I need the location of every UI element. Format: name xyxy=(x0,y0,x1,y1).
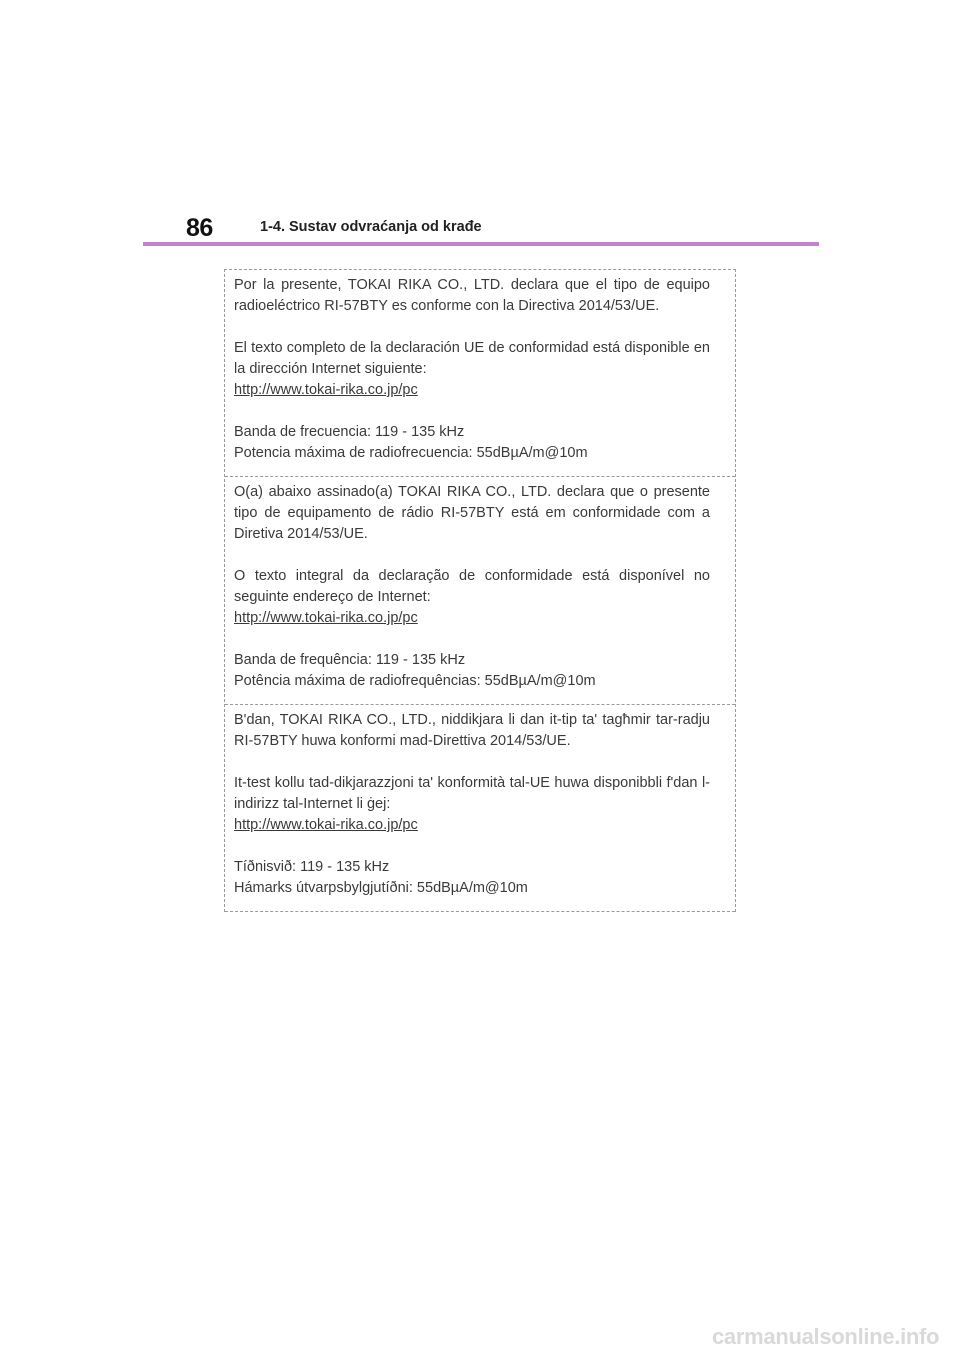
availability-label: El texto completo de la declaración UE de conformidad está disponible en la dirección Internet siguiente: xyxy=(234,340,710,377)
frequency-band: Banda de frecuencia: 119 - 135 kHz xyxy=(234,424,465,440)
header-rule xyxy=(143,242,819,246)
section-title: 1-4. Sustav odvraćanja od krađe xyxy=(260,219,482,235)
declaration-link[interactable]: http://www.tokai-rika.co.jp/pc xyxy=(234,817,418,833)
availability-text xyxy=(234,773,710,836)
conformity-statement: Por la presente, TOKAI RIKA CO., LTD. declara que el tipo de equipo radioeléctrico RI-57BTY es conforme con la Directiva 2014/53/UE. xyxy=(234,277,710,314)
max-power: Potência máxima de radiofrequências: 55dBµA/m@10m xyxy=(234,673,596,689)
declaration-section-maltese xyxy=(225,705,735,912)
conformity-statement: B'dan, TOKAI RIKA CO., LTD., niddikjara li dan it-tip ta' tagħmir tar-radju RI-57BTY huwa konformi mad-Direttiva 2014/53/UE. xyxy=(234,712,710,749)
declaration-box xyxy=(224,269,736,912)
availability-label: It-test kollu tad-dikjarazzjoni ta' konformità tal-UE huwa disponibbli f'dan l-indirizz tal-Internet li ġej: xyxy=(234,775,710,812)
frequency-band: Tíðnisvið: 119 - 135 kHz xyxy=(234,859,390,875)
max-power: Potencia máxima de radiofrecuencia: 55dBµA/m@10m xyxy=(234,445,588,461)
frequency-band: Banda de frequência: 119 - 135 kHz xyxy=(234,652,466,668)
conformity-statement: O(a) abaixo assinado(a) TOKAI RIKA CO., LTD. declara que o presente tipo de equipamento de rádio RI-57BTY está em conformidade com a Diretiva 2014/53/UE. xyxy=(234,484,710,542)
technical-specs xyxy=(234,422,710,464)
declaration-link[interactable]: http://www.tokai-rika.co.jp/pc xyxy=(234,382,418,398)
technical-specs xyxy=(234,857,710,899)
declaration-link[interactable]: http://www.tokai-rika.co.jp/pc xyxy=(234,610,418,626)
availability-text xyxy=(234,338,710,401)
availability-label: O texto integral da declaração de conformidade está disponível no seguinte endereço de Internet: xyxy=(234,568,710,605)
declaration-section-portuguese xyxy=(225,477,735,705)
declaration-section-spanish xyxy=(225,270,735,477)
watermark-logo: carmanualsonline.info xyxy=(712,1324,940,1349)
availability-text xyxy=(234,566,710,629)
technical-specs xyxy=(234,650,710,692)
page-number: 86 xyxy=(186,214,213,242)
max-power: Hámarks útvarpsbylgjutíðni: 55dBµA/m@10m xyxy=(234,880,528,896)
